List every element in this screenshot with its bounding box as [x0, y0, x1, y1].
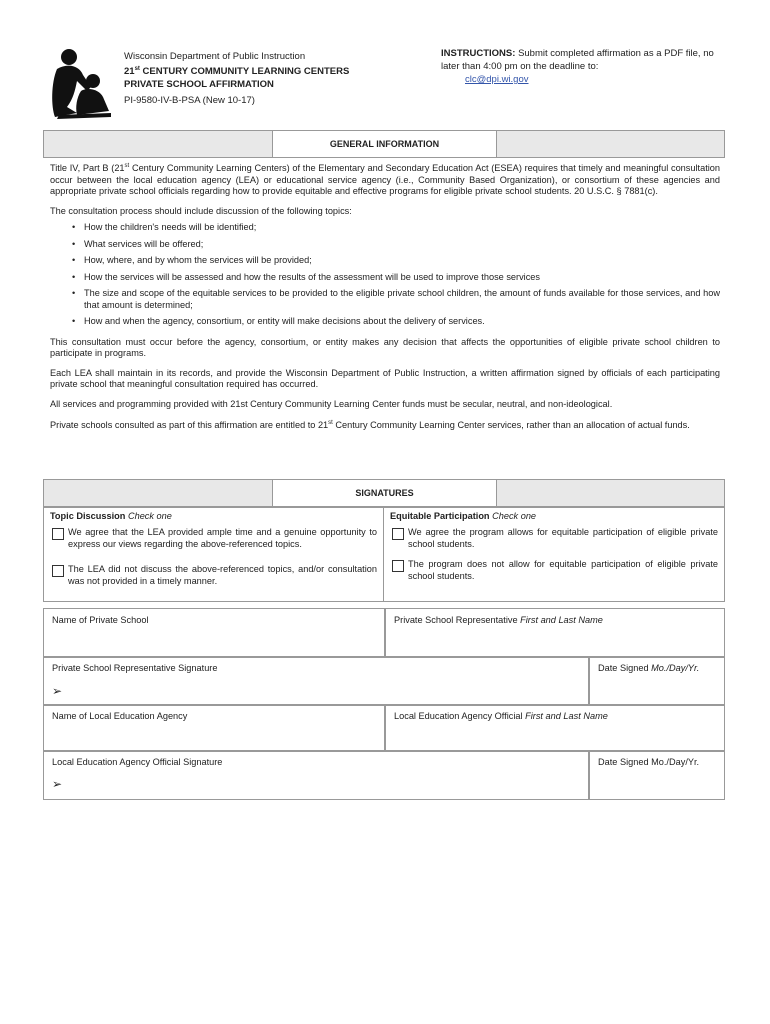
- email-link[interactable]: clc@dpi.wi.gov: [465, 74, 529, 85]
- form-header: [124, 50, 404, 107]
- list-item: • How the services will be assessed and how the results of the assessment will be used to improve those services: [72, 272, 720, 284]
- list-item: • The size and scope of the equitable services to be provided to the eligible private school children, the amount of funds available for those services, and how that amount is determined;: [72, 288, 720, 311]
- topic-option-agree: [44, 527, 383, 550]
- equitable-agree-text: We agree the program allows for equitable participation of eligible private school students.: [408, 527, 718, 549]
- paragraph-consultation-topics: The consultation process should include discussion of the following topics:: [50, 205, 352, 216]
- general-information-heading: GENERAL INFORMATION: [272, 131, 497, 157]
- equitable-option-agree: [384, 527, 724, 550]
- topic-discussion-column: [44, 508, 384, 601]
- ps-date-hint: Mo./Day/Yr.: [651, 663, 700, 673]
- private-school-rep-signature-field[interactable]: [43, 656, 589, 706]
- lea-date-label: Date Signed Mo./Day/Yr.: [598, 757, 700, 767]
- equitable-disagree-checkbox[interactable]: [392, 560, 404, 572]
- ps-rep-name-hint: First and Last Name: [520, 615, 603, 625]
- form-title: PRIVATE SCHOOL AFFIRMATION: [124, 79, 274, 91]
- topic-disagree-text: The LEA did not discuss the above-referenced topics, and/or consultation was not provided in a timely manner.: [68, 564, 377, 586]
- list-item: • What services will be offered;: [72, 239, 720, 251]
- signature-arrow-icon: ➢: [52, 777, 63, 791]
- instructions-label: INSTRUCTIONS:: [441, 48, 516, 59]
- instructions: [441, 47, 731, 86]
- paragraph-entitlement: Private schools consulted as part of this affirmation are entitled to 21st Century Community Learning Center services, rather than an allocation of actual funds.: [50, 420, 690, 431]
- topic-discussion-heading: Topic Discussion Check one: [50, 511, 172, 521]
- general-information-bar: [43, 130, 725, 158]
- paragraph-records: Each LEA shall maintain in its records, and provide the Wisconsin Department of Public Instruction, a written affirmation signed by officials of each participating private school that meaningful consultation required has occurred.: [50, 367, 720, 390]
- lea-official-label: Local Education Agency Official: [394, 711, 523, 721]
- signatures-heading: SIGNATURES: [272, 480, 497, 506]
- agency-name: Wisconsin Department of Public Instruction: [124, 51, 306, 62]
- paragraph-title-iv: Title IV, Part B (21st Century Community Learning Centers) of the Elementary and Secondary Education Act (ESEA) requires that timely and meaningful consultation occur between the local education agency (LEA) or educational service agency (i.e., Community Based Organization), or consortium of these agencies and appropriate private school officials regarding how to provide equitable and effective programs for eligible private school students. 20 U.S.C. § 7881(c).: [50, 163, 721, 197]
- lea-date-signed-field[interactable]: [589, 750, 725, 800]
- equitable-participation-column: [384, 508, 724, 601]
- private-school-rep-name-field[interactable]: [385, 608, 725, 658]
- ps-rep-signature-label: Private School Representative Signature: [52, 663, 218, 673]
- ps-date-label: Date Signed: [598, 663, 649, 673]
- signatures-checkboxes: [43, 507, 725, 602]
- topic-agree-text: We agree that the LEA provided ample time and a genuine opportunity to express our views regarding the above-referenced topics.: [68, 527, 377, 549]
- signatures-bar: [43, 479, 725, 507]
- instructions-text: Submit completed affirmation as a PDF file, no later than 4:00 pm on the deadline to:: [441, 48, 714, 72]
- topic-disagree-checkbox[interactable]: [52, 565, 64, 577]
- form-number: PI-9580-IV-B-PSA (New 10-17): [124, 95, 255, 107]
- topics-list: [72, 222, 720, 328]
- ps-rep-name-label: Private School Representative: [394, 615, 518, 625]
- topic-option-disagree: [44, 564, 383, 587]
- lea-official-name-field[interactable]: [385, 704, 725, 752]
- list-item: • How the children's needs will be identified;: [72, 222, 720, 234]
- topic-agree-checkbox[interactable]: [52, 528, 64, 540]
- list-item: • How and when the agency, consortium, or entity will make decisions about the delivery of services.: [72, 316, 720, 328]
- equitable-disagree-text: The program does not allow for equitable participation of eligible private school students.: [408, 559, 718, 581]
- lea-official-hint: First and Last Name: [525, 711, 608, 721]
- lea-official-signature-field[interactable]: [43, 750, 589, 800]
- private-school-name-label: Name of Private School: [52, 615, 149, 625]
- equitable-agree-checkbox[interactable]: [392, 528, 404, 540]
- signature-arrow-icon: ➢: [52, 684, 63, 698]
- list-item: • How, where, and by whom the services will be provided;: [72, 255, 720, 267]
- lea-name-field[interactable]: [43, 704, 385, 752]
- equitable-option-disagree: [384, 559, 724, 582]
- paragraph-secular: All services and programming provided with 21st Century Community Learning Center funds must be secular, neutral, and non-ideological.: [50, 398, 613, 409]
- equitable-participation-heading: Equitable Participation Check one: [390, 511, 537, 521]
- ps-date-signed-field[interactable]: [589, 656, 725, 706]
- paragraph-timing: This consultation must occur before the agency, consortium, or entity makes any decision that affects the opportunities of eligible private school children to participate in programs.: [50, 336, 720, 359]
- lea-signature-label: Local Education Agency Official Signature: [52, 757, 223, 767]
- program-title: 21st CENTURY COMMUNITY LEARNING CENTERS: [124, 66, 350, 78]
- general-information-body: [50, 161, 720, 440]
- dpi-logo: [47, 47, 115, 119]
- lea-name-label: Name of Local Education Agency: [52, 711, 188, 721]
- private-school-name-field[interactable]: [43, 608, 385, 658]
